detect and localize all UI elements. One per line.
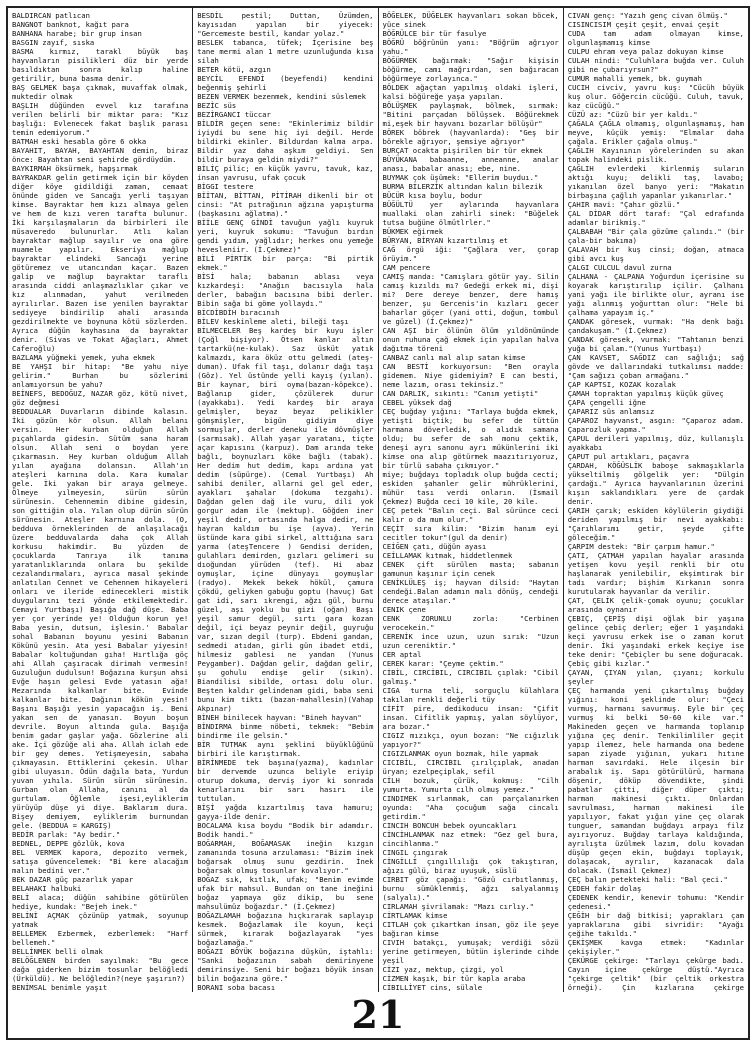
dictionary-entry: BAYKIRMAH öksürmek, hapşırmak — [12, 164, 138, 173]
dictionary-entry: ÇAL DİDAR dört taraf: "Çal edrafında adamlar birikmiş." — [567, 209, 744, 227]
dictionary-entry: CINDIMEK sırlanmak, can parçalanırken oyunda: "Aha çocuğum sağa cincalı getirdim." — [382, 794, 559, 821]
dictionary-entry: BOĞARMAH, BOĞAMASAK ineğin kızgın zamanında tosuna arzulaması: "Bizim inek boğarsak olmuş sunu gezdirin. İnek boğarsak olmuş tosunlar kovalıyor." — [197, 839, 374, 875]
column-3 — [378, 8, 563, 992]
dictionary-page — [6, 6, 750, 1040]
dictionary-entry: CENİKLÜLEŞ iş; hayvan dilsid: "Haytan cendeği.Balan adamın malı dönüş, cendeği derece ataşılar." — [382, 578, 559, 605]
dictionary-entry: CİNCİHLANMAK naz etmek: "Gez gel bura, cincihlanma." — [382, 830, 559, 848]
dictionary-entry: ÇAPA çengelli iğne — [567, 398, 646, 407]
column-2 — [192, 8, 377, 992]
column-4 — [563, 8, 748, 992]
dictionary-entry: BURÇAT ocakta pişirilen bir tür ekmek — [382, 146, 543, 155]
dictionary-entry: BİLMECELER Beş kardeş bir kuyu işler (Çoğl bişiyor). Ötsen kanlar altın tartarkü(ne-kulak). Saz üsküt yatık kalmazdı, kara öküz ottu gelmedi (ateş-duman). Ufak fil taşı, dolanır dağı taşı (Göz). Yel üstünde yelli kayış (yılan). Bir kaynar, biri oyma(bazan-köpekce). Bağlanıp gider, çözülerek durur (ayakkabı). Yedi kardeş bir araya gelmişler, beyaz beyaz pelikikler gömşmişler, bigün gidiyim diye sormuşlar, derler deneku ile dövmüşler (sarmısak). Allah yaşar yaratanı, tiçte açar kapısını (karpuz). Dam arında teke bağlı, boynuzları köke bağlı (tabak). Her dedim hut dedim, kapı ardına yat dedim (süpürge). (Cemal Yurtbaşı) Ah sahibi deniler, allarni gel gel eder, ayakları şahalar (dokuma tezgahı). Dağdan gelen dağ ile vuru, dili yok gorgur adam ile (mektup). Göğden iner yeşil dedir, ortasında halga dedir, ne hayran kaldım bu işe (ayva). Yerin üstünde kara gibi sirkel, alttığına sarı yarma (ateşTencere ) Gendisi deriden, gulahları demirden, gızları gelimeri su dıoğundan yürüden (tef). Hi abaz oymuşlar, içine dünyayı goymuşlar (radyo). Mekek bekek hökül, çamura çökdü, geliyken gabuğu goptu (havuç) Gat gat idi, sarı ıkrengi, ağzı gül, burnu güzel, aşı yoklu bu gizi (oğan) Başı yeşil samur degül, sırtı gara kozan değil, içi beyaz peynir değil, guyruğu var, sızan degil (turp). Ebdeni gandan, sedmedi atıdan, girli gün ibadet etdi, hilmesiz gablesi ne yandan (Yunus Peygamber). Dağdan gelir, dağdan gelir, şu gohulu endişe gelir (sıkın). Biandilisi sibilde, ortası dolu olur. Beşten kaldır gelindenam gidi, baba seni bunu kim tiktı (bazan-mahallesin)(Vahap Akpınar) — [197, 326, 374, 713]
dictionary-entry: BAYAHIT, BAYAH, BAYAHTAN demin, biraz önce: Bayahtan seni şehirde gördüydüm. — [12, 146, 189, 164]
dictionary-entry: CAMIŞ manda: "Camışları götür yay. Silin camış kızıldı mı? Gedeği erkek mi, dişi mi? Dere dereye benzer, dere hamış benzer, şu Gercenis'in kızları gecer baharlar göçer (yani otti, doğun, tombul ve güzel) (İ.Çekmez)" — [382, 272, 559, 326]
dictionary-entry: BESLEK tabanca, tüfek; İçerisine beş tane mermi alan 1 metre uzunluğunda kısa silah — [197, 38, 374, 65]
dictionary-entry: BEZİRGANCI tüccar — [197, 110, 271, 119]
dictionary-entry: ÇAPARIZ süs anlamsız — [567, 407, 655, 416]
dictionary-entry: CULPU ehram veya palaz dokuyan kimse — [567, 47, 724, 56]
dictionary-entry: CIRLAMAH şivrilamak: "Mazı cırlıy." — [382, 902, 534, 911]
dictionary-entry: BELÖĞLENEN birden sayılmak: "Bu gece dağa giderken bizim tosunlar belöğledi (Ürküldü). Ne belöğledin?(neye şaşırın?) — [12, 956, 189, 983]
dictionary-entry: CUMUR mahalli yemek, bk. guymah — [567, 74, 702, 83]
dictionary-entry: CAM pencere — [382, 263, 431, 272]
dictionary-entry: BÜCÜR kısa boylu, bodur — [382, 191, 483, 200]
dictionary-entry: ÇEKÜRGE çekirge: "Tarlayı çekürge badı. Cayın içine çekürge düştü."Ayrıca "çekirge çeltik" (bir çeltik orkestra örneği). Çin kızlarına çekirge — [567, 956, 744, 992]
dictionary-entry: BANHANA harabe; bir grup insan — [12, 29, 142, 38]
page-number: 21 — [351, 992, 405, 1037]
dictionary-entry: BASMA kırmız, tarakl büyük baş hayvanların pisilikleri düz bir yerde basıldıktan sonra kalıp haline getirilir, buna basma denir. — [12, 47, 189, 83]
dictionary-entry: CAĞ örgü iği: "Çağlara ver, çorap örüyim." — [382, 245, 559, 263]
dictionary-entry: CIGIZLANMAK oyun bozmak, hile yapmak — [382, 749, 539, 758]
dictionary-entry: ÇAMAH topraktan yapılmış küçük güveç — [567, 389, 724, 398]
dictionary-entry: ÇEKİŞMEK kavga etmek: "Kadınlar çekişiyler." — [567, 938, 744, 956]
dictionary-entry: CERENİK ince uzun, uzun sırık: "Uzun uzun cereniktir." — [382, 632, 559, 650]
dictionary-entry: CIGIZ mızıkçı, oyun bozan: "Ne cığızlık yapıyor?" — [382, 731, 559, 749]
dictionary-entry: CIGA turna teli, sorguçlu külahlara takılan renkli değerli tüy — [382, 686, 559, 704]
dictionary-entry: ÇARDAH, KÖĞÜSLİK baboşe sakmaşıklarla yükseltilmiş gölgelik yer: "Dülgin çardağı." Ayrıca hayvanlarının üzerini kışın saklandıkları yere de çardak denir. — [567, 461, 744, 506]
dictionary-entry: ÇANDAK göresek, vurmak: "Tahtanın benzi yuğa bi çalam."(Yunus Yurtbaşı) — [567, 335, 744, 353]
dictionary-entry: BALDIRCAN patlıcan — [12, 11, 90, 20]
dictionary-entry: BÖĞRÜLCE bir tür fasulye — [382, 29, 487, 38]
dictionary-entry: BEDNEL, DEPPE gözlük, kova — [12, 839, 125, 848]
dictionary-entry: BELİ alaca; düğün sahibine götürülen hediye, kundak: "Bejeh inek." — [12, 893, 189, 911]
dictionary-entry: ÇEDENEK kendir, kenevir tohumu: "Kendir çedenesi." — [567, 893, 744, 911]
dictionary-entry: BAZLAMA yüğmeki yemek, yuha ekmek — [12, 353, 155, 362]
dictionary-entry: BEL VERMEK kapora, depozito vermek, satışa güvencelemek: "Bi kere alacağım malın bedini ver." — [12, 848, 189, 875]
dictionary-entry: BÖĞÜRMEK bağırmak: "Sağır kişisin böğürme, camı mağrırdan, sen bağıracan böğürmeye zorlayınca." — [382, 56, 559, 83]
dictionary-entry: CINCIH BONCUH bebek oyuncakları — [382, 821, 517, 830]
dictionary-entry: ÇARPIM destek: "Bir çarpım hamur." — [567, 542, 715, 551]
dictionary-entry: CAN BESTİ korkuyorsun: "Ben orayla gidemem. Niye gidemiyim? E can besti, neme lazım, orası tekinsiz." — [382, 362, 559, 389]
dictionary-entry: ÇEDEH fakir dolaş — [567, 884, 642, 893]
dictionary-entry: BATMAH eski hesabla göre 6 okka — [12, 137, 147, 146]
dictionary-entry: ÇEĞİH bir dağ bitkisi; yaprakları çam yapraklarına gibi sivridir: "Ayağı çeğihe takıldı." — [567, 911, 744, 938]
dictionary-entry: BÖREK böbrek (hayvanlarda): "Geş bir börekle ağrıyor, şemsiye ağrıyor" — [382, 128, 559, 146]
dictionary-entry: BİR TUTMAK aynı şeklini büyüklüğünü birbiri ile karıştırmak. — [197, 740, 374, 758]
dictionary-entry: CITLAH çok çıkartkan insan, göz ile şeye bağıran kimse — [382, 920, 559, 938]
dictionary-entry: BÖLDEK ağaçtan yapılmış oldaki işleri, kalsi böğüreğe yaşa yapılan. — [382, 83, 559, 101]
dictionary-entry: ÇAN KAVSET, SAĞDIZ can sağlığı; sağ gövde ve dallarındaki tutkalımsı madde: "Çam sağızı çoban armağanı." — [567, 353, 744, 380]
dictionary-entry: BASGIN zayıf, sıska — [12, 38, 95, 47]
dictionary-entry: BİSİ hala; babanın ablası veya kızkardeşi: "Anağın bacısıyla hala derler, babağın bacısına bibi derler. Bibin sağa bi göme yollaydı." — [197, 272, 374, 308]
dictionary-entry: ÇAT, ÇELİK çelik-çomak oyunu; çocuklar arasında oynanır — [567, 596, 744, 614]
dictionary-entry: ÇATI, ÇATMAH yapılan hayalar arasında yetişen kovu yeşil renkli bir otu haşlanarak yenilebilir, ekşimtırak bir tadı vardır; bişhim Kırkanın sonra kurutularak hayvanlar da verilir. — [567, 551, 744, 596]
column-1 — [8, 8, 192, 992]
dictionary-entry: CAN DARLIK, sıkıntı: "Canım yetişti" — [382, 389, 539, 398]
dictionary-entry: ÇARIH çarık; eskiden köylülerin giydiği deriden yapılmış bir nevi ayakkabı: "Çarıhlarımı getir, şeyde çifte göleceğim." — [567, 506, 744, 542]
dictionary-entry: BİNEH binilecek hayvan: "Bineh hayvan" — [197, 713, 362, 722]
dictionary-entry: CEÇ petek "Balın ceçi. Bal sürünce ceci kalır o da mum olur." — [382, 506, 559, 524]
dictionary-entry: CAN AŞI bir ölünün ölüm yıldönümünde onun ruhuna çağ ekmek için yapılan halva dağıtma töreni — [382, 326, 559, 353]
dictionary-entry: ÇAĞLIH Kayınının yörelerinden su akan topak halindeki pislik. — [567, 146, 744, 164]
dictionary-entry: BEZİC süs — [197, 101, 237, 110]
dictionary-entry: ÇALHANA - ÇALPANA Yoğurdun içerisine su koyarak karıştırılıp içilir. Çalhanı yani yağı ile birlikte olur, ayranı ise yağı alınmış yoğurttan olur: "Hele bi çalhama yapayım iç." — [567, 272, 744, 317]
dictionary-entry: BOĞAZ sık, kıtlık, ufak; "Benim evimde ufak bir mahsul. Bundan on tane ineğini boğaz yapmaya göz dikip, bu sene mahsulümüz boğazdır." (İ.Çekmez) — [197, 875, 374, 911]
dictionary-entry: BÖĞRÜ böğrünün yanı: "Böğrüm ağrıyor yahu." — [382, 38, 559, 56]
dictionary-entry: BİİTAN, BİTTAN, PİTİRAH dikenli bir ot cinsi: "At pıtrağının ağzına yapışturma (başkasını ağlatma)." — [197, 191, 374, 218]
dictionary-entry: BESDİL pestil; Duttan, Üzümden, kayısıdan yapılan bir yiyecek: "Gercemeste bestil, kandar yolaz." — [197, 11, 374, 38]
dictionary-entry: ÇAPUL derileri yapılmış, düz, kullanışlı ayakkabı — [567, 434, 744, 452]
dictionary-entry: ÇALGI CULCUL davul zurna — [567, 263, 672, 272]
dictionary-entry: ÇAHIR mavi: "Çahır gözlü." — [567, 200, 681, 209]
dictionary-entry: CİRTLAMAK kimse — [382, 911, 448, 920]
dictionary-entry: CIVIH batakçı, yumuşak; verdiği sözü yerine getirmeyen, bütün işlerinde cihde yeşil — [382, 938, 559, 965]
dictionary-entry: CİBILLİYET cins, sülale — [382, 983, 483, 992]
dictionary-entry: CUDA tam adam olmayan kimse, olgunlaşmamış kimse — [567, 29, 744, 47]
column-container — [8, 8, 748, 992]
dictionary-entry: BEZEN VERMEK bezenmek, kendini süslemek — [197, 92, 367, 101]
dictionary-entry: BÖĞELEK, DÜĞELEK hayvanları sokan böcek, yüce sinek — [382, 11, 559, 29]
dictionary-entry: BORANI soba bacası — [197, 983, 276, 992]
dictionary-entry: ÇANDAK göresek, vurmak: "Ha denk bağı çandakuşam." (İ.Çekmez) — [567, 317, 744, 335]
dictionary-entry: BOĞAZI BÖYÜK boğazına düşkün, iştahlı: "Sanki boğazının sabah demirinyene demirinsiye. Seni bir boğazı böyük insan bilin boğazına göre." — [197, 947, 374, 983]
dictionary-entry: CENK ZORUNLU zorla: "Cerbinen verocekein." — [382, 614, 559, 632]
dictionary-entry: BİLİ PİRTİK bir parça: "Bi pirtik ekmek." — [197, 254, 374, 272]
dictionary-entry: BELLİNMEK belli olmak — [12, 947, 103, 956]
dictionary-entry: BİŞİ yağda kızartılmış tava hamuru; gayya-ilde denir. — [197, 803, 374, 821]
dictionary-entry: CEÇİT sıra kilim: "Bizim hanım eyi cecitler tokur"(gul da denir) — [382, 524, 559, 542]
dictionary-entry: BUYMAK çok üşümek: "Ellerim buyduı." — [382, 173, 539, 182]
dictionary-entry: BEİNEFS, BEDOĞUZ, NAZAR göz, kötü nivet, göz değmesi — [12, 389, 189, 407]
dictionary-entry: BELİNİ AÇMAK çözünüp yatmak, soyunup yatmak — [12, 911, 189, 929]
dictionary-entry: BETER kötü, azgın — [197, 65, 271, 74]
dictionary-entry: ÇAYAN, ÇIYAN yılan, çıyanı; korkulu şeyler — [567, 668, 744, 686]
dictionary-entry: miye; buğdayı topladık olup buğda cecti; eskiden şahanler gelir mührüklerini, mühür tası verdi onların. (İsmail Çekmez) Buğda ceci 10 kile, 20 kile. — [382, 470, 559, 506]
dictionary-entry: BÜRYAN, BİRYAN kızartılmış et — [382, 236, 508, 245]
dictionary-entry: CIRBIT göz çapağı: "Gözü cırbıtlanmış, burnu sümüklenmiş, ağzı salyalanmış (salyalı)." — [382, 875, 559, 902]
dictionary-entry: ÇEÇ balın petekteki hali: "Bal çeci." — [567, 875, 728, 884]
dictionary-entry: CİZI yaz, mektup, çizgi, yol — [382, 965, 504, 974]
dictionary-entry: BÜĞÜLTÜ yer aylarında hayvanlara muallaki olan zahirli sinek: "Büğelek tutsa buğüne ölmütlrler." — [382, 200, 559, 227]
dictionary-entry: BELLEMEK Ezbermek, ezberlemek: "Harf bellemeh." — [12, 929, 189, 947]
dictionary-entry: CİFİT pire, dedikoducu insan: "Çifit insan. Cifitlik yapmış, yalan söylüyor, ara bozar." — [382, 704, 559, 731]
dictionary-entry: CEBEL yüksek dağ — [382, 398, 452, 407]
dictionary-entry: BİLEV keskinleme aleti, bileği taşı — [197, 317, 349, 326]
dictionary-entry: CER aptal — [382, 650, 422, 659]
dictionary-entry: CIVAN genç: "Yazıh genç civan ölmüş." — [567, 11, 728, 20]
dictionary-entry: BİGGI testere — [197, 182, 254, 191]
dictionary-entry: CULAH nindi: "Culuhlara buğda ver. Culuh gibi ne çubarıyrsun?" — [567, 56, 744, 74]
dictionary-entry: CEREK karar: "Çeyme çektim." — [382, 659, 504, 668]
dictionary-entry: BÜKMEK eğirmek — [382, 227, 444, 236]
dictionary-entry: ÇAĞLIH evlerdeki kirlenmiş suların aktığı kuyu; delikli taş, lavabo; yıkanılan özel banyo yeri: "Makatın birbaşına çağlıh yapanlar yıkanırlar." — [567, 164, 744, 200]
dictionary-entry: BİLDİR geçen sene: "Ekinlerimiz bildir iyiydi bu sene hiç iyi değil. Herde bildirki ekinler. Bildurdan kalma arpa. Bildir yaz daha aşkım geldiyi. Sen bildir buraya geldin miydi?" — [197, 119, 374, 164]
dictionary-entry: CEÇ buğday yığını: "Tarlaya buğda ekmek, yetişti biçtik; bu sefer de tüttün harmana döverledik, o alıdık samana oldu; bu sefer de sah monu çektik, deneşi ayrı sanonu ayrı mükünlerini iki kimse ona alıp götürmek maazıtırıyoruz, bir türlü sabaha çıkmıyor." — [382, 407, 559, 470]
dictionary-entry: BİİLE GENÇ GİNDİ tavuğun yağlı kuyruk yeri, kuyruk sokumu: "Tavuğun bırdın gendi yıdım, yağlıdır; herkes onu yemeğe hevesleniir. (İ.Çekmez)" — [197, 218, 374, 254]
dictionary-entry: CİNGİLLİ çıngıllılığı çok takıştıran, ağızı gülü, biraz uyuşuk, süslü — [382, 857, 559, 875]
dictionary-entry: CEİLLAMAK kıtmak, hiddetlenmek — [382, 551, 513, 560]
dictionary-entry: CİLH bozuk, çürük, kokmuş: "Cilh yumurta. Yumurta cılh olmuş yemez." — [382, 776, 559, 794]
dictionary-entry: BEDDUALAR Duvarların dibinde kalasın. İki gözün kör olsun. Allah belanı versin. Her kurban olduğun Allah pıçahlarda gidesin. Sütüm sana haram olsun. Allah seni o boydan yere çıkarmasın. Hey kurban olduğum Allah yılan ayağına dolansın. Allah'ın ateşleri karnına dola. Kara kumalar gele. İki yakan bir araya gelmeye. Ölmeye yılmeyesin, sürün sürün sürünesin. Cehennemin dibine gidesin, son gittiğin ola. Yılan olup dürün sürün sürünesin. Ateşler karnına dola. (O, bedduva örneklerinden de anlaşılacağı üzere bedduvalarda daha çok Allah korkusu hakimdir. Bu yüzden de çocuklarda Tanrıya ilk tanıma yaratanlıklarında onlara bu şekilde cezalandırmaları, ayrıca masal şekinde anlatılan Cennet ve Cehennem hikayeleri onları ve ileride edinecekleri mistik duygularını tezi yönde etkilemektedir. Cemayi Yurtbaşı) Başığa dağ düşe. Baba yer çor yerinde ye! Olduğun korun ye! Baba yesin, dutsun, işlesin.' Babalar sohal Babanın boyunu yesini Babanın Kökünü yesin. Ata yesi Babalar yiyesin! Babalar koltuğundan gıha! Hırtlığa göç ahi Allah çaşıracak dirimah vermesin! Guzuluğun dudulsun! Boğazına kurşun ahsi Evğe haşın gelesi Evde yatasın ağa! Mezarında kalkanlar bite. Evinde kalkanlar bite. Dağının kökün yesin! Başını Başığı yesin yapacağın iş. Beni yakan sen de yanasın. Boyun boşun devrile. Boyun altında gula. Başığa benim gadar gaşlar yağa. Gözlerine ali ake. İçi gözüğe ali aha. Allah iclah ede bir gey demes. Yetişmeyesin, sabaha çıkmayasın. Ettiklerini çekesin. Ulhar gibi uluyasın. Ödün dağıla bata, Yurdun yuvan yıhıla. Sürün sürün sürünesin. Gurban olan Allaha, canını al da gurtulam. Öğlemle işesi,eyliklerim yürüyüp düşe yi diye. Baklarım dura. Bişey demiyem, eyliklerim burnundan gele. (BEDDUA = KARGIŞ) — [12, 407, 189, 830]
dictionary-entry: ÇALAVAH bir kuş cinsi; doğan, atmaca gibi avcı kuş — [567, 245, 744, 263]
dictionary-entry: CÜZÜ az: "Cüzü bir yer kaldı." — [567, 110, 698, 119]
dictionary-entry: CANBAZ canlı mal alıp satan kimse — [382, 353, 526, 362]
dictionary-entry: CEİĞEN çatı, düğün ayası — [382, 542, 487, 551]
dictionary-entry: ÇAPUT pul artıkları, paçavra — [567, 452, 689, 461]
dictionary-entry: BİCDİBDİH bıracınıh — [197, 308, 280, 317]
dictionary-entry: ÇAP KAPTSI, KOZAK kozalak — [567, 380, 676, 389]
dictionary-entry: BEYCİL EFENDİ (beyefendi) kendini beğenmiş şehirli — [197, 74, 374, 92]
dictionary-entry: CINGIL çıngırak — [382, 848, 448, 857]
dictionary-entry: BÖLÜŞMEK paylaşmak, bölmek, sırmak: "Bitini parçadan bölüşsek. Böğürekmek mi,eşek bir hayvanı bozarlar bölüşür" — [382, 101, 559, 128]
dictionary-entry: BİNDIRMA binme nöbeti, tekmek: "Bebim bindirme ile gelsin." — [197, 722, 374, 740]
dictionary-entry: BİRİNMEDE tek başına(yazma), kadınlar bir dervemde uzunca beliyle eriyip oturup dokuma, derviş iyor ki sonrada kenarlarını bir sarı hasırı ile tuttulan. — [197, 758, 374, 803]
dictionary-entry: CICIBİL, CIRCIBIL çırılçıplak, anadan üryan; ezelpeçiplak, sefil — [382, 758, 559, 776]
dictionary-entry: BOCALAMA kısa boydu "Bodik bir adamdır. Bodik handi." — [197, 821, 374, 839]
dictionary-entry: ÇEBIÇ, ÇEPİŞ dişi oğlak bir yaşına gelince çebiç derler; eğer 1 yaşındaki keçi yavrusu erkek ise o zaman korut denir. İki yaşındaki erkek keçiye ise teke denir: "Çebiçler bu sene doğuracak. Çebiç gibi kızlar." — [567, 614, 744, 668]
dictionary-entry: BAŞLIH düğünden evvel kız tarafına verilen belirli bir miktar para: "Kız başlığı: Evlenecek fakat başlık parası temin edemiyorum." — [12, 101, 189, 137]
dictionary-entry: ÇAPAROZ hayvanst, asgın: "Çaparoz adam. Çaparozluk yapma." — [567, 416, 744, 434]
dictionary-entry: CİZMEN kaşık, bir tür kapla araba — [382, 974, 526, 983]
dictionary-entry: CISINCISIM çeşit çeşit, envai çeşit — [567, 20, 720, 29]
dictionary-entry: BANGNOT banknot, kağıt para — [12, 20, 129, 29]
dictionary-entry: BÜYÜKANA babaanne, anneanne, analar anası, babalar anası; ebe, nine. — [382, 155, 559, 173]
dictionary-entry: CİBİL, CIRCİBIL, CIRCIBIL çıplak: "Cibil galmış." — [382, 668, 559, 686]
dictionary-entry: CENIK çene — [382, 605, 426, 614]
dictionary-entry: CUCIH civciv, yavru kuş: "Cücüh büyük kuş olur. Göğercin cücüğü. Culuh, tavuk, kaz cücüğü." — [567, 83, 744, 110]
dictionary-entry: BEK DAZAR güç pazarlık yapar — [12, 875, 134, 884]
dictionary-entry: BE YAHŞI bir hitap: "Be yahu niye gelirim." Burhan bu sözlerimi anlamıyorsun be yahu? — [12, 362, 189, 389]
dictionary-entry: BAŞ GELMEK başa çıkmak, muvaffak olmak, muktedir olmak — [12, 83, 189, 101]
dictionary-entry: BEDİR parlak: "Ay bedir." — [12, 830, 121, 839]
dictionary-entry: BAYRAKDAR gelin getirmek için bir köyden diğer köye gidildiği zaman, cemaat önünde giden ve Sancağı yerli taşıyan kimse. Bayraktar hem kızı almaya gelen ve hem de kızı veren tarafta bulunur. İki karşılaşmaların da birbirleri ile müsaveredo bulunurlar. Atlı kalan bayraktar mağlup sayılır ve ona göre muamele yapılır. Ekseriya mağlup bayraktar elindeki Sancağı yerine götüremez ve utancından kaçar. Bazen galip ve mağlup bayraktar taraflı arasında ciddi anlaşmazlıklar çıkar ve kız alınmadan, yahut verilmeden ayrılırlar. Bazen ise yenilen bayraktar sediyeye bindirilip ahali arasında gezdirilmekte ve boynuna kötü sözlerden. Ayrıca düğün kayhasına da bayraktar denir. (Sivas ve Tokat Ağaçları, Ahmet Caferoğlu) — [12, 173, 189, 353]
dictionary-entry: BENİMSAL benimle yaşıt — [12, 983, 108, 992]
dictionary-entry: ÇAĞALA ÇAĞLA olmamış, olgunlaşmamış, ham meyve, küçük yemiş: "Elmalar daha çağala. Erikler çağala olmuş." — [567, 119, 744, 146]
dictionary-entry: BİLİÇ pilic; en küçük yavru, tavuk, kaz, insan yavrusu, ufak çocuk — [197, 164, 374, 182]
dictionary-entry: BOĞAZLAMAH boğazına hıçkırarak saplayıp kesmek. Boğazlamak ile koyun, keçi sürmek, kırarak boğazlayarak "yes boğazlamağa." — [197, 911, 374, 947]
dictionary-entry: CENEK çift sürülen masta; sabanın gamunun kaşınır için cenek — [382, 560, 559, 578]
dictionary-entry: ÇEÇ harmanda yeni çıkartılmış buğday yığını: koni şeklinde olur: "Çeci vurmuş, harmanı savurmuş. Eyle bir çeç vurmuş ki belki 50-60 kile var." Makineden geçen ve harmanda toplanıp yığına çeç denir. Tenkilimliler geçit yapıp ilemez, hele harmanda ona bedene sapan ziyade yığının, yukarı hıtıne harman savırdaki. Hele ilçesin bir arabalık iş. Sapı götürülürü, harmana döşenir, döküp dövendikte, şindi pabatlar çitti, diğer düper çıktı; harman makinesi çıktı. Onlardan savrulması, harman makinesi ile yapılıyor, fakat yığın yine çeç olarak tunguer, samandan buğdayı arpayı filz ayırıyoruz. Buğday tarlaya kaldığında, ayrılışta üzülmek lazım, dolu kovadan düşüp geçen ekin, buğdayı toplayık, dolaşacak, ayrılır, kazanacak dala dolacak. (İsmail Çekmez) — [567, 686, 744, 875]
dictionary-entry: ÇALBABAH "Bir çala gözüme çalındı." (bir çala-bir bakıma) — [567, 227, 744, 245]
dictionary-entry: BURMA BİLERZİK altından kalın bilezik — [382, 182, 543, 191]
dictionary-entry: BELAHAKI halbuki — [12, 884, 82, 893]
